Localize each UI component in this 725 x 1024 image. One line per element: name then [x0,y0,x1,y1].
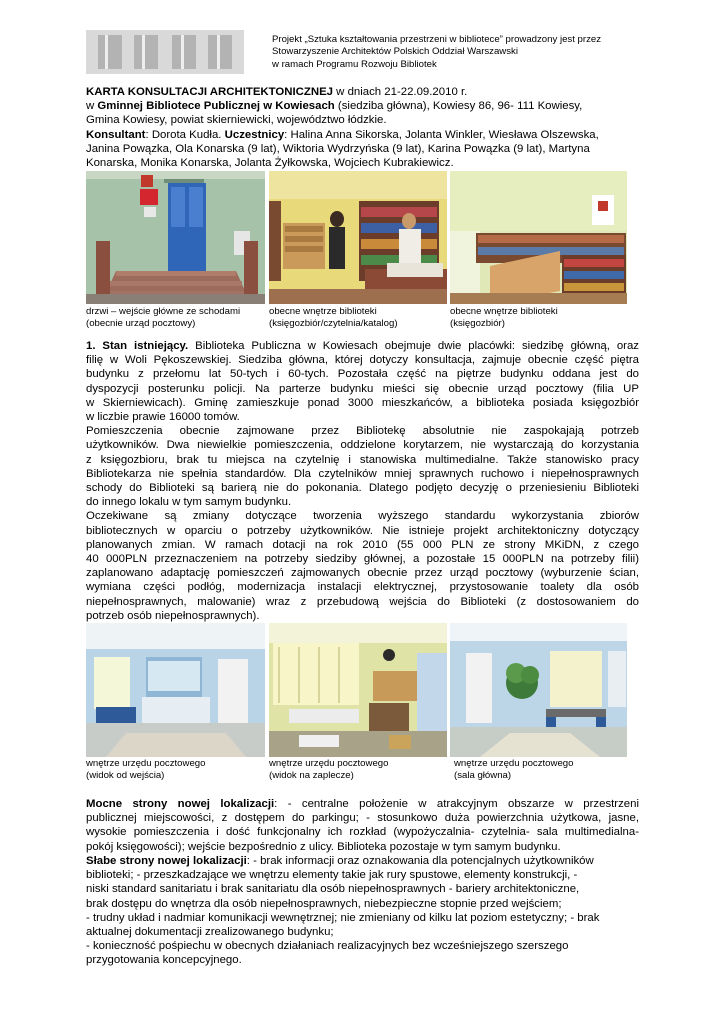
photo-post-office-main-hall [450,623,627,757]
photo-post-office-entrance-view [86,623,265,757]
photo-library-bookshelves [450,171,627,304]
caption-post-office-entrance: wnętrze urzędu pocztowego (widok od wejścia) [86,758,206,781]
project-info: Projekt „Sztuka kształtowania przestrzeni w bibliotece” prowadzony jest przez Stowarzyszenie Architektów Polskich Oddział Warszawski w ramach Programu Rozwoju Bibliotek [272,34,601,70]
caption-library-catalog: obecne wnętrze biblioteki (księgozbiór/czytelnia/katalog) [269,306,398,329]
caption-post-office-main-hall: wnętrze urzędu pocztowego (sala główna) [454,758,574,781]
photo-library-interior-catalog [269,171,447,304]
caption-entrance: drzwi – wejście główne ze schodami (obecnie urząd pocztowy) [86,306,241,329]
weaknesses-label: Słabe strony nowej lokalizacji [86,855,247,867]
photo-entrance-door [86,171,265,304]
library-name: Gminnej Bibliotece Publicznej w Kowiesach [97,100,335,113]
section-existing-state: 1. Stan istniejący. Biblioteka Publiczna w Kowiesach obejmuje dwie placówki: siedzibę główną, oraz filię w Woli Pękoszewskiej. Siedziba główna, której dotyczy konsultacja, zajmuje obecnie część piętra budynku z przełomu lat 50-tych i 60-tych. Pozostała część na piętrze budynku oddana jest do dyspozycji posterunku policji. Na parterze budynku mieści się obecnie urząd pocztowy (filia UP w Skierniewicach). Gminę zamieszkuje ponad 3000 mieszkańców, a biblioteka posiada księgozbiór w liczbie prawie 16000 tomów. Pomieszczenia obecnie zajmowane przez Bibliotekę absolutnie nie zaspokajają potrzeb użytkowników. Dwa niewielkie pomieszczenia, oddzielone korytarzem, nie wystarczają do korzystania z księgozbioru, brak tu miejsca na czytelnię i stanowiska multimedialne. Także stanowisko pracy Bibliotekarza nie spełnia standardów. Dla czytelników mniej sprawnych ruchowo i niepełnosprawnych schody do Biblioteki są barierą nie do pokonania. Dlatego podjęto decyzję o przeniesieniu Biblioteki do innego lokalu w tym samym budynku. Oczekiwane są zmiany dotyczące tworzenia wyższego standardu wykorzystania zbiorów bibliotecznych w oparciu o potrzeby użytkowników. Nie istnieje projekt architektoniczny dotyczący planowanych zmian. W ramach dotacji na rok 2010 (55 000 PLN ze strony MKiDN, z czego 40 000PLN przeznaczeniem na potrzeby siedziby głównej, a pozostałe 15 000PLN na potrzeby filii) zaplanowano adaptację pomieszczeń zajmowanych obecnie przez urząd pocztowy (wyburzenie ścian, wymiana części podłóg, modernizacja instalacji elektrycznej, przystosowanie toalety dla osób niepełnosprawnych, malowanie) wraz z przebudową wejścia do Biblioteki (z dostosowaniem do potrzeb osób niepełnosprawnych). [86,340,639,622]
strengths-label: Mocne strony nowej lokalizacji [86,798,275,810]
strengths-section: Mocne strony nowej lokalizacji: - centralne położenie w atrakcyjnym obszarze w przestrzeni publicznej miejscowości, z dostępem do parkingu; - stosunkowo duża powierzchnia użytkowa, jasne, wysokie pomieszczenia i dość funkcjonalny ich rozkład (wypożyczalnia- czytelnia- sala multimedialna- pokój księgowości); wejście bezpośrednio z ulicy. Biblioteka pozostaje w tym samym budynku. [86,798,639,853]
sarp-logo [86,30,244,74]
caption-post-office-backroom: wnętrze urzędu pocztowego (widok na zaplecze) [269,758,389,781]
section-heading: 1. Stan istniejący. [86,340,189,352]
title-block: KARTA KONSULTACJI ARCHITEKTONICZNEJ w dniach 21-22.09.2010 r. w Gminnej Bibliotece Publicznej w Kowiesach (siedziba główna), Kowiesy 86, 96- 111 Kowiesy, Gmina Kowiesy, powiat skierniewicki, województwo łódzkie. Konsultant: Dorota Kudła. Uczestnicy: Halina Anna Sikorska, Jolanta Winkler, Wiesława Olszewska, Janina Powązka, Ola Konarska (9 lat), Wiktoria Wydrzyńska (9 lat), Karina Powązka (9 lat), Martyna Konarska, Monika Konarska, Jolanta Żyłkowska, Wojciech Kubrakiewicz. [86,86,599,170]
photo-post-office-backroom-view [269,623,447,757]
weaknesses-section: Słabe strony nowej lokalizacji: - brak informacji oraz oznakowania dla potencjalnych użytkowników biblioteki; - przeszkadzające we wnętrzu elementy takie jak rury spustowe, elementy konstrukcji, - niski standard sanitariatu i brak sanitariatu dla osób niepełnosprawnych - bariery architektoniczne, brak dostępu do wnętrza dla osób niepełnosprawnych, niebezpieczne stopnie przed wejściem; - trudny układ i nadmiar komunikacji wewnętrznej; nie zmieniany od kilku lat poziom estetyczny; - brak aktualnej dokumentacji zrealizowanego budynku; - konieczność pośpiechu w obecnych działaniach realizacyjnych bez wcześniejszego szerszego przygotowania koncepcyjnego. [86,855,600,967]
document-title: KARTA KONSULTACJI ARCHITEKTONICZNEJ [86,86,334,98]
caption-library-bookshelves: obecne wnętrze biblioteki (księgozbiór) [450,306,558,329]
